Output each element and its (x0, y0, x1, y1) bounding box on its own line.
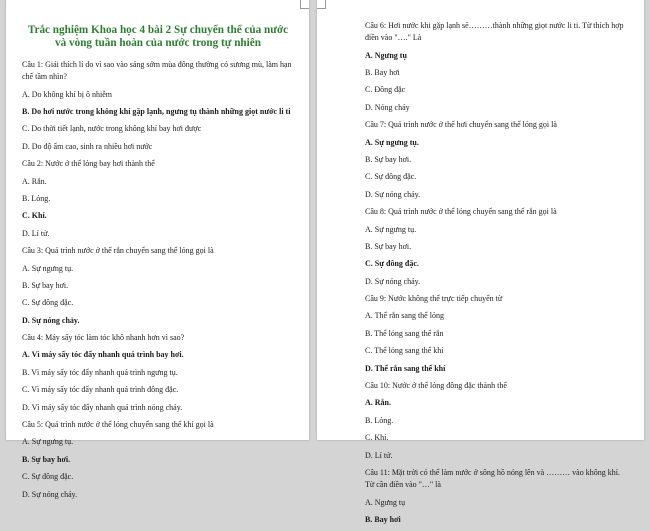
page-corner-mark (317, 0, 326, 9)
answer-option: C. Vì máy sấy tóc đẩy nhanh quá trình đông đặc. (22, 385, 179, 395)
question-text: Câu 5: Quá trình nước ở thể lỏng chuyển sang thể khí gọi là (22, 420, 214, 430)
document-title: Trắc nghiệm Khoa học 4 bài 2 Sự chuyển thể của nước và vòng tuần hoàn của nước trong tự nhiên (27, 24, 289, 49)
page-left-content (22, 0, 294, 506)
answer-option: C. Sự đông đặc. (365, 172, 417, 182)
answer-option: B. Sự bay hơi. (365, 154, 412, 164)
answer-option-correct: C. Khí. (22, 211, 47, 221)
question-text: Câu 11: Mặt trời có thể làm nước ở sông hồ nóng lên và ……… vào không khí. Từ cần điền vào "…" là (365, 467, 620, 490)
answer-option: A. Sự ngưng tụ. (365, 224, 417, 234)
answer-option: C. Đông đặc (365, 85, 406, 95)
answer-option-correct: D. Sự nóng chảy. (22, 315, 80, 325)
answer-option: A. Rắn. (22, 176, 47, 186)
answer-option: A. Do không khí bị ô nhiễm (22, 89, 112, 99)
answer-option-correct: B. Sự bay hơi. (22, 454, 71, 464)
answer-option: B. Vì máy sấy tóc đẩy nhanh quá trình ngưng tụ. (22, 367, 178, 377)
question-text: Câu 2: Nước ở thể lỏng bay hơi thành thể (22, 159, 155, 169)
answer-option: D. Sự nóng chảy. (365, 276, 421, 286)
answer-option: C. Khí. (365, 433, 389, 443)
question-text: Câu 3: Quá trình nước ở thể rắn chuyển sang thể lỏng gọi là (22, 246, 214, 256)
answer-option: B. Thể lỏng sang thể rắn (365, 328, 444, 338)
answer-option: D. Nóng chảy (365, 102, 410, 112)
answer-option-correct: A. Ngưng tụ (365, 50, 407, 60)
question-text: Câu 10: Nước ở thể lỏng đông đặc thành thể (365, 381, 507, 391)
answer-option: C. Thể lỏng sang thể khí (365, 346, 444, 356)
answer-option-correct: B. Do hơi nước trong không khí gặp lạnh, ngưng tụ thành những giọt nước li ti (22, 106, 291, 116)
answer-option: D. Sự nóng chảy. (365, 189, 421, 199)
answer-option: D. Lí tử. (22, 228, 50, 238)
answer-option: B. Lỏng. (365, 415, 394, 425)
answer-option: D. Do độ ẩm cao, sinh ra nhiều hơi nước (22, 141, 153, 151)
answer-option: D. Lí tử. (365, 450, 393, 460)
answer-option: C. Sự đông đặc. (22, 298, 74, 308)
answer-option: B. Sự bay hơi. (22, 280, 69, 290)
answer-option: A. Thể rắn sang thể lỏng (365, 311, 444, 321)
answer-option-correct: D. Thể rắn sang thể khí (365, 363, 446, 373)
page-corner-mark (300, 0, 309, 9)
question-text: Câu 1: Giải thích lí do vì sao vào sáng sớm mùa đông thường có sương mù, làm hạn chế tầm nhìn? (22, 60, 292, 82)
document-page-left (6, 0, 309, 499)
answer-option: B. Bay hơi (365, 67, 400, 77)
answer-option: C. Sự đông đặc. (22, 472, 74, 482)
answer-option-correct: B. Bay hơi (365, 514, 401, 524)
question-text: Câu 8: Quá trình nước ở thể lỏng chuyển sang thể rắn gọi là (365, 207, 557, 217)
answer-option: B. Sự bay hơi. (365, 241, 412, 251)
question-text: Câu 4: Máy sấy tóc làm tóc khô nhanh hơn vì sao? (22, 333, 185, 343)
page-right-content (365, 0, 627, 531)
question-text: Câu 9: Nước không thể trực tiếp chuyển từ (365, 294, 503, 304)
page-top-margin (365, 0, 627, 20)
answer-option: C. Do thời tiết lạnh, nước trong không khí bay hơi được (22, 124, 202, 134)
answer-option: A. Sự ngưng tụ. (22, 263, 74, 273)
question-text: Câu 7: Quá trình nước ở thể hơi chuyển sang thể lỏng gọi là (365, 120, 557, 130)
answer-option: A. Sự ngưng tụ. (22, 437, 74, 447)
document-page-right (317, 0, 644, 524)
answer-option-correct: A. Rắn. (365, 398, 392, 408)
question-text: Câu 6: Hơi nước khi gặp lạnh sẽ………thành những giọt nước li ti. Từ thích hợp điền vào "…." Là (365, 21, 624, 43)
answer-option-correct: A. Sự ngưng tụ. (365, 137, 419, 147)
answer-option-correct: A. Vì máy sấy tóc đẩy nhanh quá trình bay hơi. (22, 350, 184, 360)
answer-option-correct: C. Sự đông đặc. (365, 259, 419, 269)
answer-option: A. Ngưng tụ (365, 497, 406, 507)
answer-option: B. Lỏng. (22, 193, 51, 203)
answer-option: D. Sự nóng chảy. (22, 489, 78, 499)
answer-option: D. Vì máy sấy tóc đẩy nhanh quá trình nóng chảy. (22, 402, 183, 412)
